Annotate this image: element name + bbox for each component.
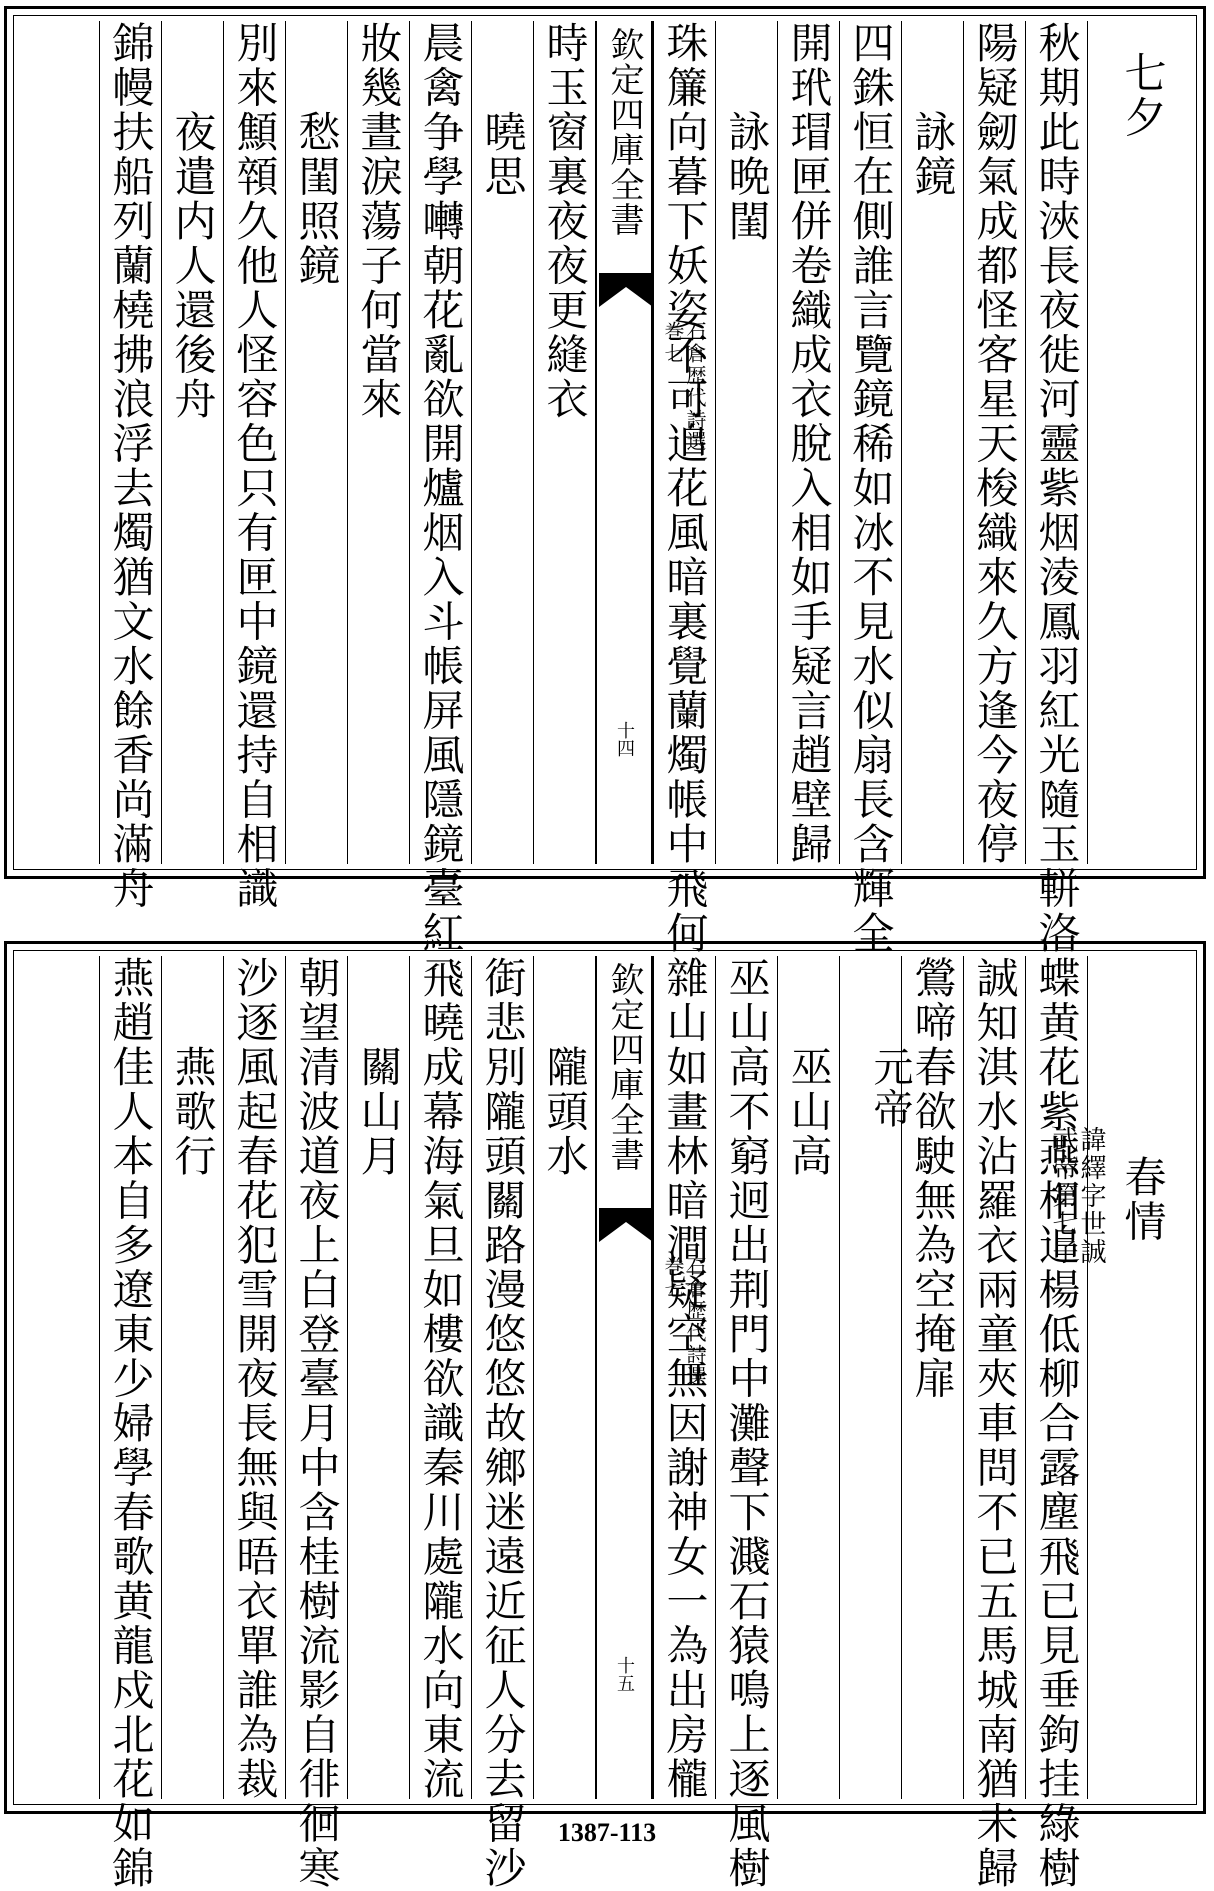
bottom-col-l6: 沙逐風起春花犯雪開夜長無與晤衣單誰為裁 xyxy=(223,956,285,1799)
bottom-center-volume: 巻七 xyxy=(661,1256,685,1300)
footer-page-number: 1387-113 xyxy=(557,1818,657,1847)
top-col-l6: 別來顦顇久他人怪容色只有匣中鏡還持自相識 xyxy=(223,21,285,864)
top-col-l8: 錦幔扶船列蘭橈拂浪浮去燭猶文水餘香尚滿舟 xyxy=(99,21,161,864)
top-col-r2: 陽疑劒氣成都怪客星天梭織來久方逢今夜停 xyxy=(963,21,1025,864)
top-col-r1: 秋期此時浹長夜徙河靈紫烟淩鳳羽紅光隨玉軿洛 xyxy=(1025,21,1087,864)
bottom-col-r7: 雜山如畫林暗澗疑空無因謝神女一為出房櫳 xyxy=(653,956,715,1799)
top-col-l7: 夜遣内人還後舟 xyxy=(161,21,223,864)
bottom-center-leaf: 十五 xyxy=(614,1656,635,1692)
top-page xyxy=(4,6,1206,956)
author-note-line-2: 武帝第七子 xyxy=(1048,1126,1078,1266)
bottom-col-l2: 衘悲別隴頭關路漫悠悠故鄉迷遠近征人分去留沙 xyxy=(471,956,533,1799)
top-center-leaf: 十四 xyxy=(614,721,635,757)
bottom-col-r5: 巫山高 xyxy=(777,956,839,1799)
bottom-col-r1: 蝶黄花紫燕相追楊低柳合露塵飛已見垂鉤挂綠樹 xyxy=(1025,956,1087,1799)
bottom-col-l3: 飛曉成幕海氣旦如樓欲識秦川處隴水向東流 xyxy=(409,956,471,1799)
bottom-col-l1: 隴頭水 xyxy=(533,956,595,1799)
bottom-col-l7: 燕歌行 xyxy=(161,956,223,1799)
bottom-section-title: 春情 xyxy=(1118,1066,1168,1244)
top-col-r3: 詠鏡 xyxy=(901,21,963,864)
bottom-center-title: 欽定四庫全書 xyxy=(604,962,644,1172)
top-center-title: 欽定四庫全書 xyxy=(604,27,644,237)
bottom-col-l4: 關山月 xyxy=(347,956,409,1799)
bottom-center-book: 石倉歴代詩選 xyxy=(683,1256,707,1388)
bottom-col-l8: 燕趙佳人本自多遼東少婦學春歌黄龍戍北花如錦 xyxy=(99,956,161,1799)
top-section-title: 七夕 xyxy=(1118,51,1168,140)
top-col-r5: 開玳瑁匣併卷織成衣脫入相如手疑言趙壁歸 xyxy=(777,21,839,864)
bottom-col-l5: 朝望清波道夜上白登臺月中含桂樹流影自徘徊寒 xyxy=(285,956,347,1799)
fish-tail-mark-icon xyxy=(599,1208,653,1242)
top-center-book: 石倉歴代詩選 xyxy=(683,321,707,453)
top-col-l4: 妝幾晝淚蕩子何當來 xyxy=(347,21,409,864)
top-col-l1: 時玉窗裏夜夜更縫衣 xyxy=(533,21,595,864)
bottom-title-column xyxy=(1087,956,1197,1799)
top-col-l3: 晨禽争學囀朝花亂欲開爐烟入斗帳屏風隱鏡臺紅 xyxy=(409,21,471,864)
top-center-volume: 巻七 xyxy=(661,321,685,365)
author-name: 元帝 xyxy=(867,1046,913,1130)
bottom-col-r3: 鶯啼春欲駛無為空掩扉 xyxy=(901,956,963,1799)
top-col-l5: 愁閨照鏡 xyxy=(285,21,347,864)
author-note xyxy=(842,1126,1104,1266)
top-col-r7: 珠簾向暮下妖姿不可追花風暗裏覺蘭燭帳中飛何 xyxy=(653,21,715,864)
author-note-line-1: 諱繹字世誠 xyxy=(1076,1126,1106,1266)
top-col-r4: 四銖恒在側誰言覽鏡稀如冰不見水似扇長含輝全 xyxy=(839,21,901,864)
fish-tail-mark-icon xyxy=(599,273,653,307)
bottom-col-r2: 誠知淇水沾羅衣兩童夾車問不已五馬城南猶未歸 xyxy=(963,956,1025,1799)
bottom-col-r6: 巫山高不窮迥出荆門中灘聲下濺石猿鳴上逐風樹 xyxy=(715,956,777,1799)
top-title-column xyxy=(1087,21,1197,864)
top-col-r6: 詠晩閨 xyxy=(715,21,777,864)
top-col-l2: 曉思 xyxy=(471,21,533,864)
